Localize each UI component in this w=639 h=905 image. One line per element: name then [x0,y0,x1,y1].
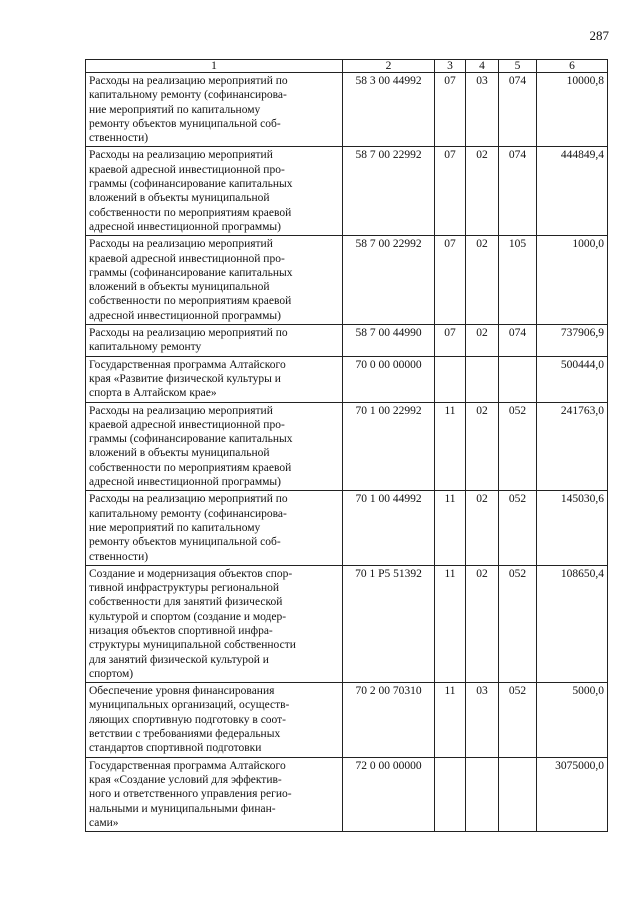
table-header-row [86,60,608,73]
row-code: 58 3 00 44992 [343,73,435,147]
row-amount: 241763,0 [537,402,608,491]
table-row [86,236,608,325]
description-line: Государственная программа Алтайского [89,759,286,772]
header-col-3: 3 [435,60,466,73]
description-line: культурой и спортом (создание и модер- [89,610,287,623]
row-section: 11 [435,565,466,682]
row-code: 58 7 00 22992 [343,236,435,325]
description-line: нальными и муниципальными финан- [89,802,276,815]
description-line: капитальному ремонту [89,341,202,354]
row-subsection: 02 [466,491,499,565]
row-expense-kind: 052 [499,565,537,682]
row-code: 70 1 00 22992 [343,402,435,491]
description-line: собственности по мероприятиям краевой [89,295,292,308]
row-subsection [466,757,499,831]
row-section: 11 [435,683,466,757]
description-line: ственности) [89,132,149,145]
description-line: Создание и модернизация объектов спор- [89,567,293,580]
row-subsection: 02 [466,565,499,682]
row-section: 07 [435,236,466,325]
row-code: 70 2 00 70310 [343,683,435,757]
row-description [86,491,343,565]
row-expense-kind: 074 [499,325,537,357]
description-line: Государственная программа Алтайского [89,358,286,371]
description-line: сами» [89,816,119,829]
description-line: Расходы на реализацию мероприятий [89,149,273,162]
row-expense-kind: 074 [499,73,537,147]
description-line: края «Развитие физической культуры и [89,372,281,385]
description-line: ственности) [89,550,149,563]
description-line: адресной инвестиционной программы) [89,309,281,322]
row-subsection: 02 [466,402,499,491]
description-line: собственности для занятий физической [89,596,283,609]
row-amount: 108650,4 [537,565,608,682]
description-line: ного и ответственного управления регио- [89,788,292,801]
row-code: 72 0 00 00000 [343,757,435,831]
row-code: 70 0 00 00000 [343,356,435,402]
row-description [86,147,343,236]
row-description [86,325,343,357]
description-line: ремонту объектов муниципальной соб- [89,536,281,549]
description-line: тивной инфраструктуры региональной [89,582,280,595]
row-section: 07 [435,73,466,147]
description-line: Расходы на реализацию мероприятий по [89,75,288,87]
row-subsection: 03 [466,73,499,147]
row-expense-kind: 074 [499,147,537,236]
row-amount: 444849,4 [537,147,608,236]
row-amount: 1000,0 [537,236,608,325]
description-line: ние мероприятий по капитальному [89,521,261,534]
header-col-6: 6 [537,60,608,73]
description-line: вложений в объекты муниципальной [89,192,270,205]
row-code: 70 1 Р5 51392 [343,565,435,682]
description-line: вложений в объекты муниципальной [89,447,270,460]
description-line: для занятий физической культурой и [89,653,269,666]
row-subsection: 02 [466,147,499,236]
row-description [86,565,343,682]
row-code: 58 7 00 22992 [343,147,435,236]
description-line: Расходы на реализацию мероприятий по [89,327,288,340]
description-line: граммы (софинансирование капитальных [89,433,293,446]
row-amount: 145030,6 [537,491,608,565]
table-row [86,757,608,831]
description-line: краевой адресной инвестиционной про- [89,163,285,176]
row-description [86,402,343,491]
description-line: ляющих спортивную подготовку в соот- [89,713,287,726]
description-line: граммы (софинансирование капитальных [89,178,293,191]
budget-table [85,59,608,832]
row-expense-kind [499,356,537,402]
description-line: Расходы на реализацию мероприятий по [89,493,288,506]
table-row [86,356,608,402]
description-line: краевой адресной инвестиционной про- [89,418,285,431]
table-row [86,325,608,357]
row-subsection: 02 [466,236,499,325]
description-line: адресной инвестиционной программы) [89,220,281,233]
description-line: собственности по мероприятиям краевой [89,461,292,474]
row-description [86,757,343,831]
row-amount: 3075000,0 [537,757,608,831]
row-expense-kind: 052 [499,402,537,491]
table-row [86,73,608,147]
row-description [86,683,343,757]
row-amount: 5000,0 [537,683,608,757]
row-expense-kind [499,757,537,831]
description-line: краевой адресной инвестиционной про- [89,252,285,265]
description-line: края «Создание условий для эффектив- [89,773,282,786]
description-line: спорта в Алтайском крае» [89,387,217,400]
description-line: Обеспечение уровня финансирования [89,685,275,698]
description-line: стандартов спортивной подготовки [89,742,262,755]
row-subsection: 03 [466,683,499,757]
table-row [86,147,608,236]
table-row [86,565,608,682]
row-section: 11 [435,402,466,491]
description-line: ветствии с требованиями федеральных [89,728,281,741]
row-code: 58 7 00 44990 [343,325,435,357]
description-line: граммы (софинансирование капитальных [89,266,293,279]
header-col-5: 5 [499,60,537,73]
row-amount: 737906,9 [537,325,608,357]
row-subsection: 02 [466,325,499,357]
page-number: 287 [589,28,609,43]
description-line: капитальному ремонту (софинансирова- [89,89,287,102]
row-amount: 500444,0 [537,356,608,402]
row-section: 11 [435,491,466,565]
row-description [86,236,343,325]
description-line: собственности по мероприятиям краевой [89,206,292,219]
table-row [86,683,608,757]
header-col-1: 1 [86,60,343,73]
description-line: капитальному ремонту (софинансирова- [89,507,287,520]
description-line: Расходы на реализацию мероприятий [89,404,273,417]
row-section: 07 [435,325,466,357]
description-line: адресной инвестиционной программы) [89,476,281,489]
row-description [86,73,343,147]
table-row [86,402,608,491]
row-section [435,757,466,831]
row-code: 70 1 00 44992 [343,491,435,565]
header-col-2: 2 [343,60,435,73]
table-row [86,491,608,565]
row-amount: 10000,8 [537,73,608,147]
description-line: муниципальных организаций, осуществ- [89,699,290,712]
table-body [86,73,608,832]
row-subsection [466,356,499,402]
header-col-4: 4 [466,60,499,73]
description-line: Расходы на реализацию мероприятий [89,238,273,251]
row-section: 07 [435,147,466,236]
row-section [435,356,466,402]
description-line: ние мероприятий по капитальному [89,103,261,116]
row-description [86,356,343,402]
description-line: низация объектов спортивной инфра- [89,624,273,637]
description-line: структуры муниципальной собственности [89,639,296,652]
description-line: ремонту объектов муниципальной соб- [89,117,281,130]
row-expense-kind: 052 [499,491,537,565]
row-expense-kind: 105 [499,236,537,325]
description-line: вложений в объекты муниципальной [89,281,270,294]
row-expense-kind: 052 [499,683,537,757]
description-line: спортом) [89,667,134,680]
